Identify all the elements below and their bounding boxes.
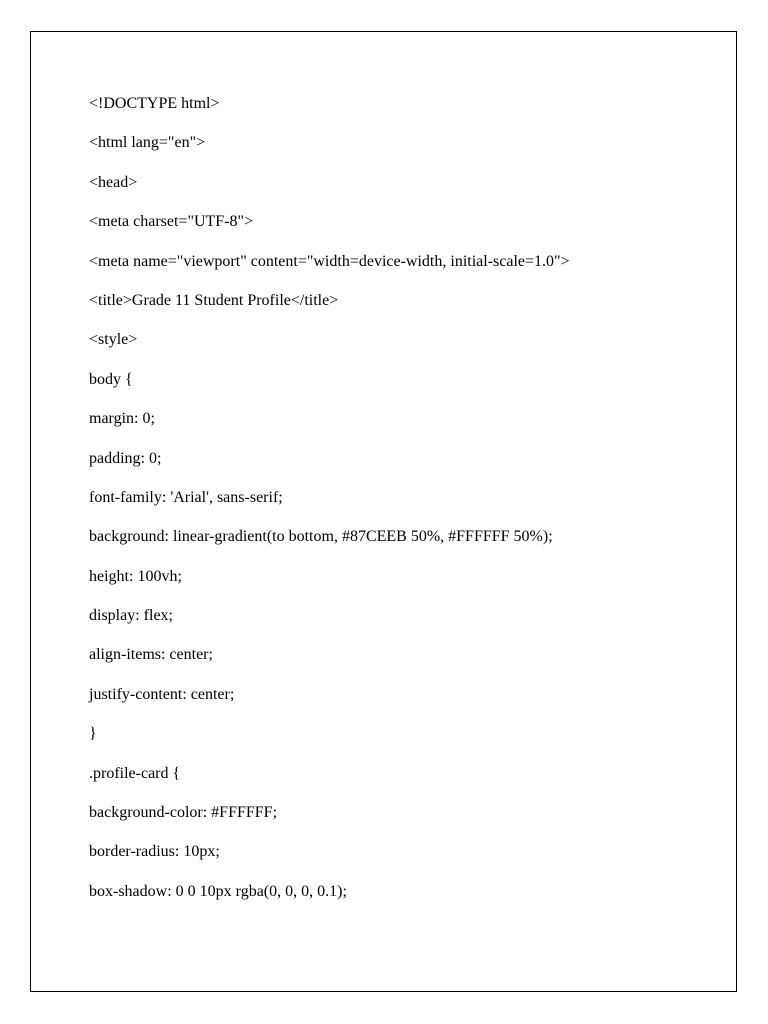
code-line: align-items: center; [89, 646, 213, 664]
code-line: <meta name="viewport" content="width=device-width, initial-scale=1.0"> [89, 252, 570, 270]
code-line: border-radius: 10px; [89, 843, 220, 861]
code-line: height: 100vh; [89, 567, 182, 585]
code-line: <style> [89, 331, 138, 349]
code-line: <head> [89, 173, 138, 191]
code-line: box-shadow: 0 0 10px rgba(0, 0, 0, 0.1); [89, 882, 347, 900]
document-body [89, 91, 570, 918]
code-line: body { [89, 370, 133, 388]
code-line: background: linear-gradient(to bottom, #87CEEB 50%, #FFFFFF 50%); [89, 528, 553, 546]
code-line: padding: 0; [89, 449, 162, 467]
code-line: display: flex; [89, 607, 173, 625]
code-line: margin: 0; [89, 410, 155, 428]
code-line: <meta charset="UTF-8"> [89, 213, 254, 231]
code-line: <!DOCTYPE html> [89, 95, 220, 112]
code-line: <title>Grade 11 Student Profile</title> [89, 291, 339, 309]
code-line: background-color: #FFFFFF; [89, 804, 278, 822]
code-line: <html lang="en"> [89, 134, 206, 152]
code-line: font-family: 'Arial', sans-serif; [89, 488, 283, 506]
code-line: .profile-card { [89, 764, 181, 782]
code-line: } [89, 725, 97, 743]
code-line: justify-content: center; [89, 685, 235, 703]
